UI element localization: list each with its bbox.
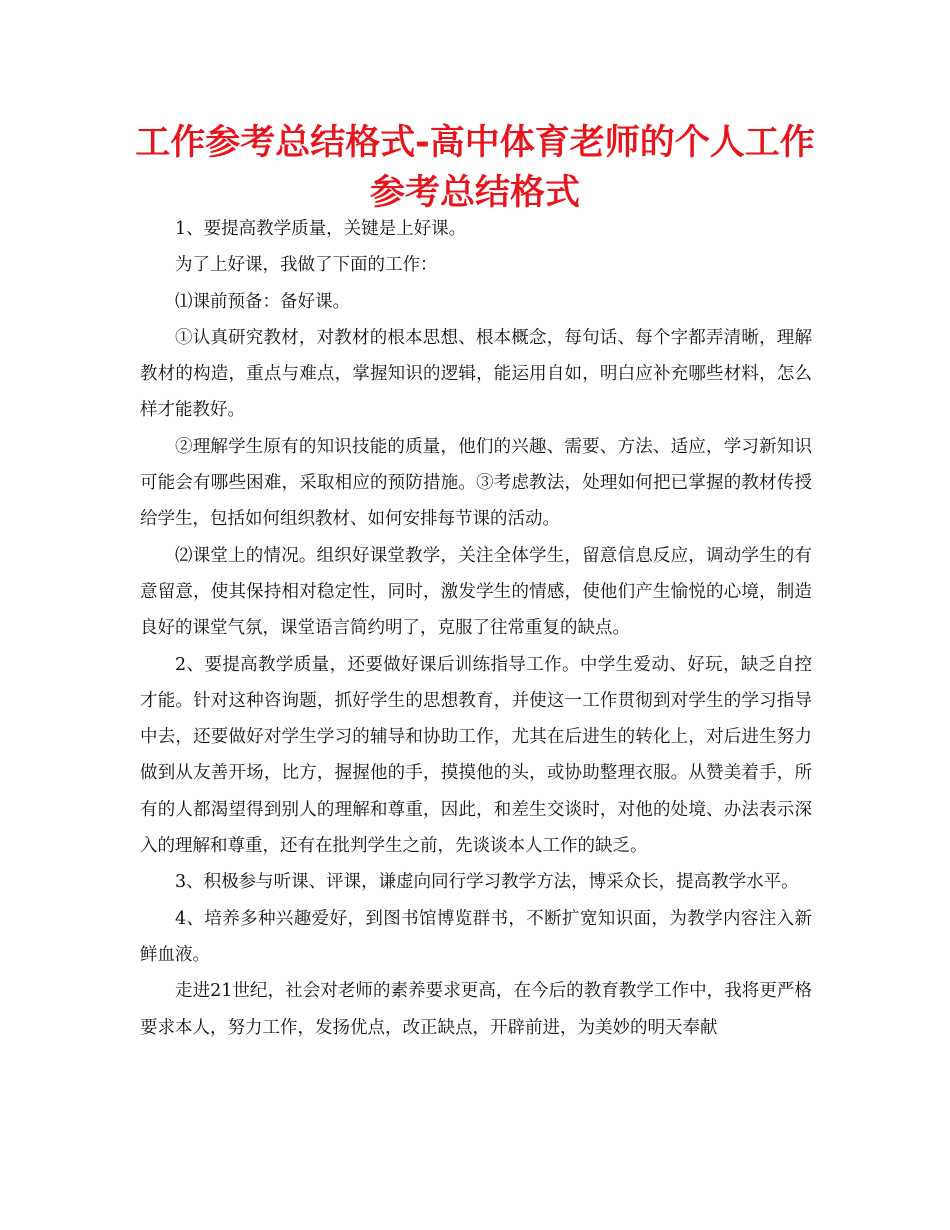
document-title: 工作参考总结格式-高中体育老师的个人工作参考总结格式: [135, 123, 815, 213]
paragraph-9: 4、培养多种兴趣爱好，到图书馆博览群书，不断扩宽知识面，为教学内容注入新鲜血液。: [140, 908, 812, 965]
paragraph-2: 为了上好课，我做了下面的工作：: [175, 255, 438, 276]
paragraph-4: ①认真研究教材，对教材的根本思想、根本概念，每句话、每个字都弄清晰，理解教材的构造，重点与难点，掌握知识的逻辑，能运用自如，明白应补充哪些材料，怎么样才能教好。: [140, 327, 812, 421]
paragraph-10: 走进21世纪，社会对老师的素养要求更高，在今后的教育教学工作中，我将更严格要求本人，努力工作，发扬优点，改正缺点，开辟前进，为美妙的明天奉献: [140, 981, 812, 1038]
paragraph-1: 1、要提高教学质量，关键是上好课。: [175, 219, 467, 239]
document-body: [140, 211, 812, 1046]
paragraph-8: 3、积极参与听课、评课，谦虚向同行学习教学方法，博采众长，提高教学水平。: [175, 872, 799, 893]
paragraph-6: ⑵课堂上的情况。组织好课堂教学，关注全体学生，留意信息反应，调动学生的有意留意，使其保持相对稳定性，同时，激发学生的情感，使他们产生愉悦的心境，制造良好的课堂气氛，课堂语言简约明了，克服了往常重复的缺点。: [140, 545, 812, 639]
paragraph-3: ⑴课前预备：备好课。: [175, 291, 350, 312]
paragraph-7: 2、要提高教学质量，还要做好课后训练指导工作。中学生爱动、好玩，缺乏自控才能。针对这种咨询题，抓好学生的思想教育，并使这一工作贯彻到对学生的学习指导中去，还要做好对学生学习的辅导和协助工作，尤其在后进生的转化上，对后进生努力做到从友善开场，比方，握握他的手，摸摸他的头，或协助整理衣服。从赞美着手，所有的人都渴望得到别人的理解和尊重，因此，和差生交谈时，对他的处境、办法表示深入的理解和尊重，还有在批判学生之前，先谈谈本人工作的缺乏。: [140, 654, 812, 857]
paragraph-5: ②理解学生原有的知识技能的质量，他们的兴趣、需要、方法、适应，学习新知识可能会有哪些困难，采取相应的预防措施。③考虑教法，处理如何把已掌握的教材传授给学生，包括如何组织教材、如何安排每节课的活动。: [140, 436, 812, 530]
